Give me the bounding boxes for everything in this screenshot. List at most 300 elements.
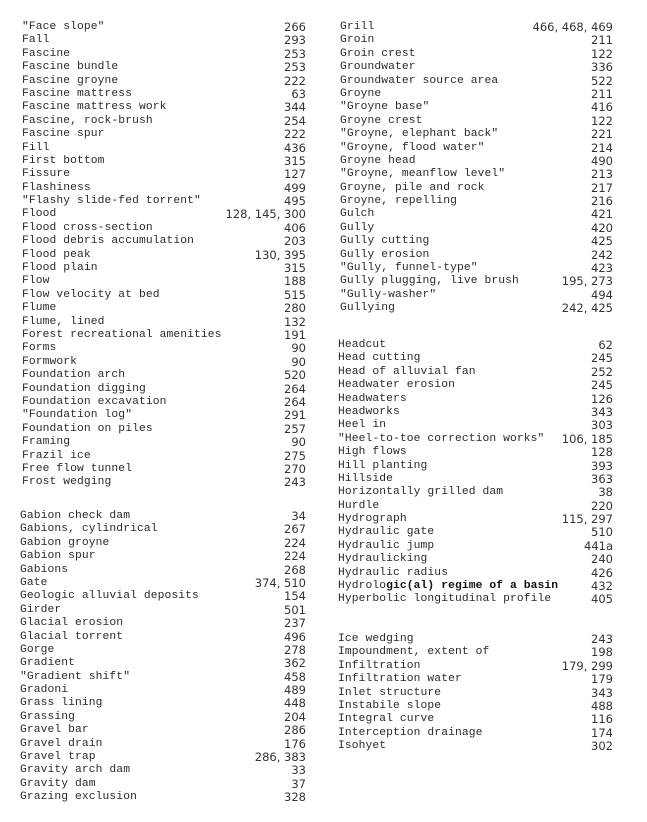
index-term: "Groyne, flood water" <box>340 141 485 154</box>
index-pages: 458 <box>284 669 306 684</box>
index-entry <box>20 791 306 804</box>
index-term-plain: Hydrolo <box>338 580 387 593</box>
index-term: Flow velocity at bed <box>22 288 160 301</box>
index-entry <box>22 128 306 141</box>
index-term: Gate <box>20 576 48 589</box>
index-term: Fascine groyne <box>22 74 119 87</box>
index-entry <box>338 567 613 580</box>
index-entry <box>338 580 613 593</box>
index-term: Groyne <box>340 87 382 100</box>
index-term: Hillside <box>338 472 394 485</box>
index-term: Gravel drain <box>20 737 103 750</box>
index-entry <box>22 396 306 409</box>
index-entry <box>340 115 613 128</box>
index-pages: 122 <box>591 113 613 128</box>
index-term: Gabions <box>20 563 69 576</box>
index-entry <box>22 182 306 195</box>
index-entry <box>20 617 306 630</box>
index-term: Gulch <box>340 208 375 221</box>
index-term: Glacial torrent <box>20 630 124 643</box>
index-pages: 520 <box>284 368 306 383</box>
index-pages: 188 <box>284 274 306 289</box>
index-term: "Gradient shift" <box>20 670 131 683</box>
index-term: Interception drainage <box>338 726 483 739</box>
index-pages: 179 <box>591 672 613 687</box>
index-entry <box>340 61 613 74</box>
index-term: Flood plain <box>22 262 98 275</box>
index-term: Headwater erosion <box>338 379 455 392</box>
index-term: "Gully, funnel-type" <box>340 262 478 275</box>
index-pages: 432 <box>591 579 613 594</box>
index-section-f <box>22 21 306 490</box>
index-term: Fascine mattress work <box>22 101 167 114</box>
index-pages: 343 <box>591 404 613 419</box>
index-term: Frost wedging <box>22 476 112 489</box>
index-entry <box>22 262 306 275</box>
index-term: "Gully-washer" <box>340 288 437 301</box>
index-pages: 216 <box>591 194 613 209</box>
index-entry <box>340 208 613 221</box>
index-section-g-right <box>340 21 613 316</box>
index-entry <box>338 406 613 419</box>
index-entry <box>20 711 306 724</box>
index-term: Head of alluvial fan <box>338 365 476 378</box>
index-pages: 280 <box>284 301 306 316</box>
index-entry <box>338 700 613 713</box>
index-entry <box>338 646 613 659</box>
index-entry <box>22 34 306 47</box>
index-entry <box>340 128 613 141</box>
index-entry <box>22 409 306 422</box>
index-term: Fascine, rock-brush <box>22 114 153 127</box>
index-pages: 179, 299 <box>561 658 613 673</box>
index-pages: 106, 185 <box>561 431 613 446</box>
index-entry <box>22 329 306 342</box>
index-term: Groyne head <box>340 154 416 167</box>
index-term: Groin crest <box>340 47 416 60</box>
index-pages: 302 <box>591 739 613 754</box>
index-entry <box>22 463 306 476</box>
index-term: Flood <box>22 208 57 221</box>
index-term: Groyne crest <box>340 114 423 127</box>
index-entry <box>338 553 613 566</box>
index-entry <box>20 644 306 657</box>
index-term: Fascine <box>22 47 71 60</box>
index-pages: 204 <box>284 709 306 724</box>
index-entry <box>22 155 306 168</box>
index-entry <box>338 433 613 446</box>
index-term: Gully erosion <box>340 248 430 261</box>
index-term: "Face slope" <box>22 21 105 33</box>
index-term: Forest recreational amenities <box>22 328 222 341</box>
index-term: Framing <box>22 436 71 449</box>
index-entry <box>338 393 613 406</box>
index-term: Foundation digging <box>22 382 146 395</box>
index-entry <box>22 21 306 34</box>
index-pages: 343 <box>591 685 613 700</box>
index-term: "Groyne base" <box>340 101 430 114</box>
index-term: Gully <box>340 221 375 234</box>
index-entry <box>20 537 306 550</box>
index-pages: 33 <box>291 763 306 778</box>
index-term: Glacial erosion <box>20 617 124 630</box>
index-pages: 217 <box>591 180 613 195</box>
index-section-g-left <box>20 510 306 805</box>
index-pages: 278 <box>284 642 306 657</box>
index-entry <box>22 436 306 449</box>
index-pages: 211 <box>591 33 613 48</box>
index-pages: 374, 510 <box>254 575 306 590</box>
index-entry <box>338 419 613 432</box>
index-term: Horizontally grilled dam <box>338 486 504 499</box>
index-pages: 128, 145, 300 <box>225 207 306 222</box>
index-entry <box>22 356 306 369</box>
index-pages: 441a <box>584 538 613 553</box>
index-pages: 37 <box>291 776 306 791</box>
index-pages: 436 <box>284 140 306 155</box>
index-term: Hyperbolic longitudinal profile <box>338 593 552 606</box>
index-pages: 122 <box>591 46 613 61</box>
index-entry <box>20 564 306 577</box>
index-entry <box>338 660 613 673</box>
index-entry <box>340 101 613 114</box>
index-pages: 254 <box>284 113 306 128</box>
index-pages: 315 <box>284 153 306 168</box>
index-term: Gradient <box>20 657 76 670</box>
index-pages: 176 <box>284 736 306 751</box>
index-term: Grill <box>340 21 375 33</box>
index-pages: 406 <box>284 220 306 235</box>
index-pages: 126 <box>591 391 613 406</box>
index-term: Headworks <box>338 405 400 418</box>
index-pages: 362 <box>284 656 306 671</box>
index-entry <box>338 713 613 726</box>
index-entry <box>338 460 613 473</box>
index-pages: 267 <box>284 522 306 537</box>
index-pages: 425 <box>591 234 613 249</box>
index-entry <box>338 513 613 526</box>
index-pages: 264 <box>284 381 306 396</box>
index-entry <box>338 633 613 646</box>
index-term: Groundwater source area <box>340 74 499 87</box>
index-entry <box>20 550 306 563</box>
index-entry <box>22 342 306 355</box>
index-pages: 242 <box>591 247 613 262</box>
index-term: Gabions, cylindrical <box>20 523 158 536</box>
index-term: Instabile slope <box>338 699 442 712</box>
index-pages: 275 <box>284 448 306 463</box>
index-entry <box>22 289 306 302</box>
index-entry <box>340 235 613 248</box>
index-term: First bottom <box>22 154 105 167</box>
index-pages: 115, 297 <box>561 512 613 527</box>
index-entry <box>20 684 306 697</box>
index-pages: 522 <box>591 73 613 88</box>
index-term: Flood cross-section <box>22 221 153 234</box>
index-entry <box>20 738 306 751</box>
index-pages: 243 <box>284 475 306 490</box>
index-pages: 494 <box>591 287 613 302</box>
index-pages: 245 <box>591 351 613 366</box>
index-entry <box>22 275 306 288</box>
index-entry <box>338 366 613 379</box>
index-entry <box>22 235 306 248</box>
index-term: "Groyne, meanflow level" <box>340 168 506 181</box>
index-pages: 245 <box>591 378 613 393</box>
index-pages: 344 <box>284 100 306 115</box>
index-term: Foundation on piles <box>22 422 153 435</box>
index-entry <box>340 262 613 275</box>
index-pages: 489 <box>284 683 306 698</box>
index-pages: 303 <box>591 418 613 433</box>
index-entry <box>338 673 613 686</box>
index-term: Gabion spur <box>20 550 96 563</box>
index-term: Groin <box>340 34 375 47</box>
index-term: Groyne, pile and rock <box>340 181 485 194</box>
index-pages: 240 <box>591 552 613 567</box>
index-pages: 448 <box>284 696 306 711</box>
index-pages: 286 <box>284 723 306 738</box>
index-entry <box>340 34 613 47</box>
index-entry <box>22 168 306 181</box>
index-term: Forms <box>22 342 57 355</box>
index-term-bold: gic(al) regime of a basin <box>386 580 559 593</box>
index-pages: 495 <box>284 194 306 209</box>
index-term: Hydraulic gate <box>338 526 435 539</box>
index-pages: 38 <box>598 485 613 500</box>
index-term: Flood debris accumulation <box>22 235 194 248</box>
index-term: Headwaters <box>338 392 407 405</box>
index-pages: 293 <box>284 33 306 48</box>
index-pages: 405 <box>591 592 613 607</box>
index-entry <box>338 540 613 553</box>
index-term: Groundwater <box>340 61 416 74</box>
index-term: Fascine mattress <box>22 87 133 100</box>
index-entry <box>20 523 306 536</box>
index-term: Ice wedging <box>338 633 414 645</box>
index-pages: 90 <box>291 341 306 356</box>
index-entry <box>20 697 306 710</box>
index-entry <box>338 593 613 606</box>
index-term: "Flashy slide-fed torrent" <box>22 195 201 208</box>
index-entry <box>22 115 306 128</box>
index-term: Gullying <box>340 302 396 315</box>
index-entry <box>22 208 306 221</box>
index-term: Fall <box>22 34 50 47</box>
index-term: Gravel trap <box>20 751 96 764</box>
index-term: Hydrograph <box>338 513 407 526</box>
index-pages: 62 <box>598 338 613 352</box>
index-term: Inlet structure <box>338 686 442 699</box>
index-pages: 499 <box>284 180 306 195</box>
index-pages: 257 <box>284 421 306 436</box>
index-term: Gravity arch dam <box>20 764 131 777</box>
index-section-h <box>338 339 613 607</box>
index-pages: 132 <box>284 314 306 329</box>
index-term: Grassing <box>20 710 76 723</box>
index-term: Grazing exclusion <box>20 791 137 804</box>
index-term: Gorge <box>20 643 55 656</box>
index-pages: 224 <box>284 549 306 564</box>
index-term: Formwork <box>22 355 78 368</box>
index-entry <box>340 48 613 61</box>
index-pages: 198 <box>591 645 613 660</box>
index-pages: 237 <box>284 616 306 631</box>
index-entry <box>340 142 613 155</box>
index-pages: 252 <box>591 364 613 379</box>
index-entry <box>20 590 306 603</box>
index-pages: 214 <box>591 140 613 155</box>
index-pages: 336 <box>591 60 613 75</box>
index-pages: 393 <box>591 458 613 473</box>
index-pages: 63 <box>291 86 306 101</box>
index-pages: 243 <box>591 632 613 646</box>
index-pages: 416 <box>591 100 613 115</box>
index-entry <box>340 155 613 168</box>
index-term: Free flow tunnel <box>22 462 133 475</box>
index-entry <box>338 379 613 392</box>
index-term: Gabion check dam <box>20 510 131 522</box>
index-entry <box>22 142 306 155</box>
index-pages: 466, 468, 469 <box>532 20 613 34</box>
index-term: Groyne, repelling <box>340 195 457 208</box>
index-term: Gravity dam <box>20 777 96 790</box>
index-pages: 328 <box>284 790 306 805</box>
index-term: Flood peak <box>22 248 91 261</box>
index-entry <box>22 423 306 436</box>
index-term: Flume, lined <box>22 315 105 328</box>
index-entry <box>340 88 613 101</box>
index-pages: 220 <box>591 498 613 513</box>
index-entry <box>338 473 613 486</box>
index-term: Foundation excavation <box>22 395 167 408</box>
index-pages: 315 <box>284 261 306 276</box>
index-pages: 264 <box>284 394 306 409</box>
index-term: "Groyne, elephant back" <box>340 128 499 141</box>
index-pages: 128 <box>591 445 613 460</box>
index-term: Impoundment, extent of <box>338 646 490 659</box>
index-entry <box>20 577 306 590</box>
index-entry <box>22 249 306 262</box>
index-pages: 270 <box>284 461 306 476</box>
index-term: Hydraulic jump <box>338 539 435 552</box>
index-pages: 242, 425 <box>561 301 613 316</box>
index-entry <box>20 724 306 737</box>
index-entry <box>22 75 306 88</box>
index-pages: 421 <box>591 207 613 222</box>
index-term: Geologic alluvial deposits <box>20 590 199 603</box>
index-entry <box>338 687 613 700</box>
index-pages: 116 <box>591 712 613 727</box>
index-term: Fascine bundle <box>22 61 119 74</box>
index-term: Gully cutting <box>340 235 430 248</box>
index-entry <box>338 740 613 753</box>
index-entry <box>22 61 306 74</box>
index-entry <box>22 88 306 101</box>
index-term: Girder <box>20 603 62 616</box>
index-entry <box>20 751 306 764</box>
index-term: Hurdle <box>338 499 380 512</box>
index-entry <box>338 500 613 513</box>
index-entry <box>338 446 613 459</box>
index-entry <box>22 195 306 208</box>
index-term: Headcut <box>338 339 387 351</box>
index-pages: 154 <box>284 589 306 604</box>
index-entry <box>340 222 613 235</box>
index-pages: 423 <box>591 261 613 276</box>
index-pages: 130, 395 <box>254 247 306 262</box>
index-pages: 501 <box>284 602 306 617</box>
index-term: Hill planting <box>338 459 428 472</box>
index-pages: 174 <box>591 725 613 740</box>
index-entry <box>22 450 306 463</box>
index-entry <box>340 275 613 288</box>
index-entry <box>20 671 306 684</box>
index-pages: 496 <box>284 629 306 644</box>
index-term: Hydraulic radius <box>338 566 449 579</box>
index-term: Fascine spur <box>22 128 105 141</box>
index-entry <box>338 727 613 740</box>
index-term: Frazil ice <box>22 449 91 462</box>
index-pages: 266 <box>284 20 306 34</box>
index-entry <box>340 21 613 34</box>
index-pages: 90 <box>291 435 306 450</box>
index-term: Gully plugging, live brush <box>340 275 519 288</box>
index-pages: 90 <box>291 354 306 369</box>
index-term: Flume <box>22 302 57 315</box>
index-entry <box>22 369 306 382</box>
index-term: Head cutting <box>338 352 421 365</box>
index-entry <box>20 778 306 791</box>
index-entry <box>340 302 613 315</box>
index-pages: 253 <box>284 60 306 75</box>
index-term: Hydraulicking <box>338 553 428 566</box>
index-term: Flow <box>22 275 50 288</box>
index-pages: 191 <box>284 327 306 342</box>
index-pages: 286, 383 <box>254 750 306 765</box>
index-entry <box>340 182 613 195</box>
index-term: High flows <box>338 446 407 459</box>
index-entry <box>340 75 613 88</box>
index-pages: 420 <box>591 220 613 235</box>
index-pages: 253 <box>284 46 306 61</box>
index-pages: 213 <box>591 167 613 182</box>
index-pages: 195, 273 <box>561 274 613 289</box>
index-pages: 224 <box>284 535 306 550</box>
index-term: Isohyet <box>338 740 387 753</box>
index-entry <box>340 168 613 181</box>
index-pages: 291 <box>284 408 306 423</box>
index-entry <box>20 510 306 523</box>
index-entry <box>338 352 613 365</box>
index-pages: 211 <box>591 86 613 101</box>
index-term: Infiltration <box>338 659 421 672</box>
index-term: Integral curve <box>338 713 435 726</box>
index-term: Gabion groyne <box>20 536 110 549</box>
index-term: Flashiness <box>22 181 91 194</box>
index-pages: 515 <box>284 287 306 302</box>
index-entry <box>22 48 306 61</box>
index-entry <box>20 631 306 644</box>
index-entry <box>20 764 306 777</box>
index-pages: 268 <box>284 562 306 577</box>
index-pages: 34 <box>291 509 306 523</box>
index-entry <box>22 383 306 396</box>
index-entry <box>22 302 306 315</box>
index-section-i <box>338 633 613 754</box>
index-entry <box>338 486 613 499</box>
index-pages: 222 <box>284 73 306 88</box>
